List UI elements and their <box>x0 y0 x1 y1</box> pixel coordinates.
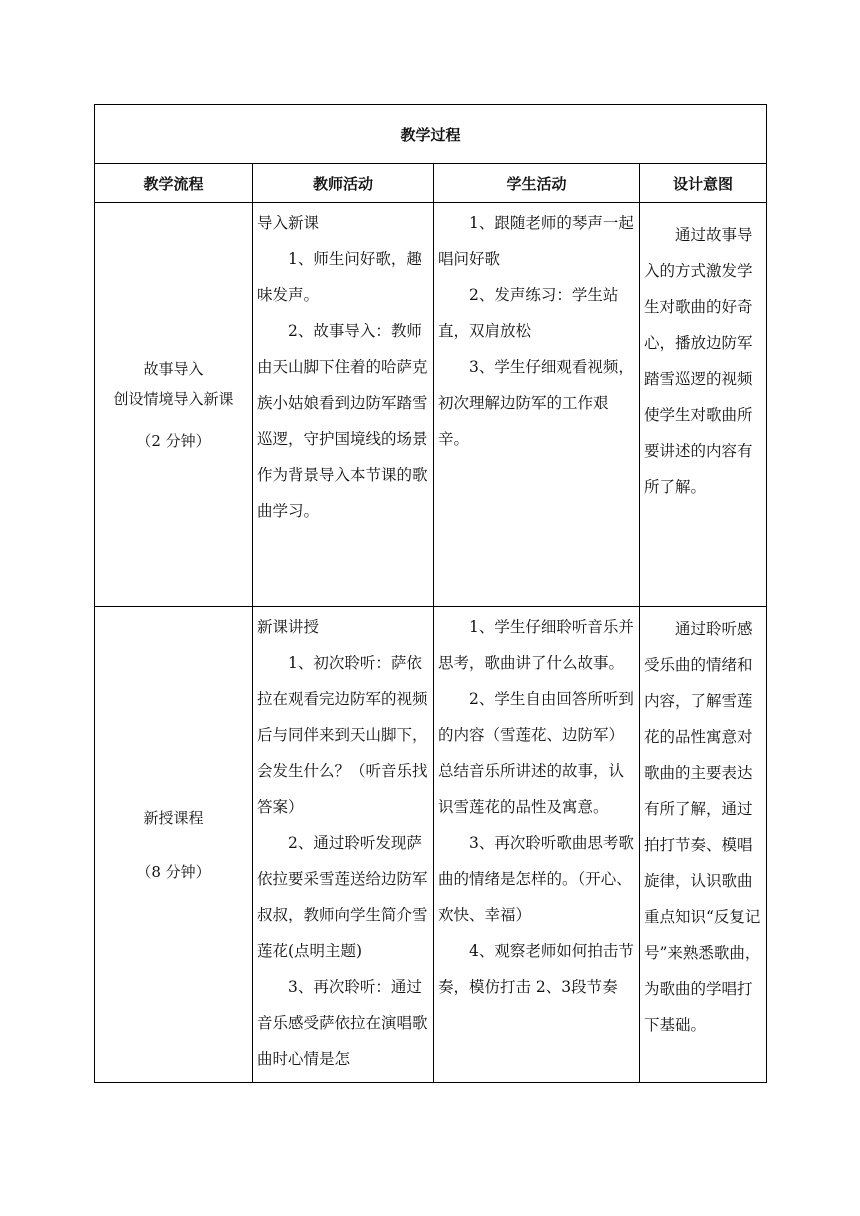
flow-line: 新授课程 <box>143 808 204 827</box>
student-step: 2、发声练习：学生站直，双肩放松 <box>438 286 619 340</box>
teaching-process-table <box>94 104 767 1083</box>
student-step: 3、学生仔细观看视频，初次理解边防军的工作艰辛。 <box>438 358 634 448</box>
header-design-intent: 设计意图 <box>640 164 767 203</box>
design-intent-cell <box>640 607 767 1083</box>
teacher-activity-cell <box>253 607 434 1083</box>
duration: （8 分钟） <box>136 862 211 881</box>
teacher-step: 新课讲授 <box>257 618 320 636</box>
student-step: 1、跟随老师的琴声一起唱问好歌 <box>438 214 634 268</box>
table-title: 教学过程 <box>95 105 767 164</box>
student-activity-cell <box>434 607 640 1083</box>
design-intent-text: 通过聆听感受乐曲的情绪和内容，了解雪莲花的品性寓意对歌曲的主要表达有所了解，通过拍打节奏、模唱旋律，认识歌曲重点知识“反复记号”来熟悉歌曲，为歌曲的学唱打下基础。 <box>644 620 761 1034</box>
student-step: 3、再次聆听歌曲思考歌曲的情绪是怎样的。（开心、欢快、幸福） <box>438 834 634 924</box>
teacher-activity-cell <box>253 203 434 607</box>
header-flow: 教学流程 <box>95 164 253 203</box>
teacher-step: 2、通过聆听发现萨依拉要采雪莲送给边防军叔叔，教师向学生简介雪莲花(点明主题) <box>257 834 428 960</box>
teacher-step: 导入新课 <box>257 214 320 232</box>
student-step: 4、观察老师如何拍击节奏，模仿打击 2、3段节奏 <box>438 942 634 996</box>
student-step: 1、学生仔细聆听音乐并思考，歌曲讲了什么故事。 <box>438 618 634 672</box>
flow-cell <box>95 203 253 607</box>
design-intent-text: 通过故事导入的方式激发学生对歌曲的好奇心，播放边防军踏雪巡逻的视频使学生对歌曲所要讲述的内容有所了解。 <box>644 226 753 496</box>
teacher-step: 3、再次聆听：通过音乐感受萨依拉在演唱歌曲时心情是怎 <box>257 978 428 1068</box>
student-step: 2、学生自由回答所听到的内容（雪莲花、边防军）总结音乐所讲述的故事，认识雪莲花的品性及寓意。 <box>438 690 634 816</box>
flow-line: 故事导入 <box>143 359 204 378</box>
flow-line: 创设情境导入新课 <box>113 389 234 408</box>
teacher-step: 1、师生问好歌，趣味发声。 <box>257 250 422 304</box>
design-intent-cell <box>640 203 767 607</box>
table-row <box>95 607 767 1083</box>
student-activity-cell <box>434 203 640 607</box>
table-row <box>95 203 767 607</box>
teacher-step: 2、故事导入：教师由天山脚下住着的哈萨克族小姑娘看到边防军踏雪巡逻，守护国境线的场景作为背景导入本节课的歌曲学习。 <box>257 322 428 520</box>
flow-cell <box>95 607 253 1083</box>
teacher-step: 1、初次聆听：萨依拉在观看完边防军的视频后与同伴来到天山脚下，会发生什么？（听音乐找答案） <box>257 654 428 816</box>
header-teacher-activity: 教师活动 <box>253 164 434 203</box>
duration: （2 分钟） <box>136 431 211 450</box>
header-student-activity: 学生活动 <box>434 164 640 203</box>
